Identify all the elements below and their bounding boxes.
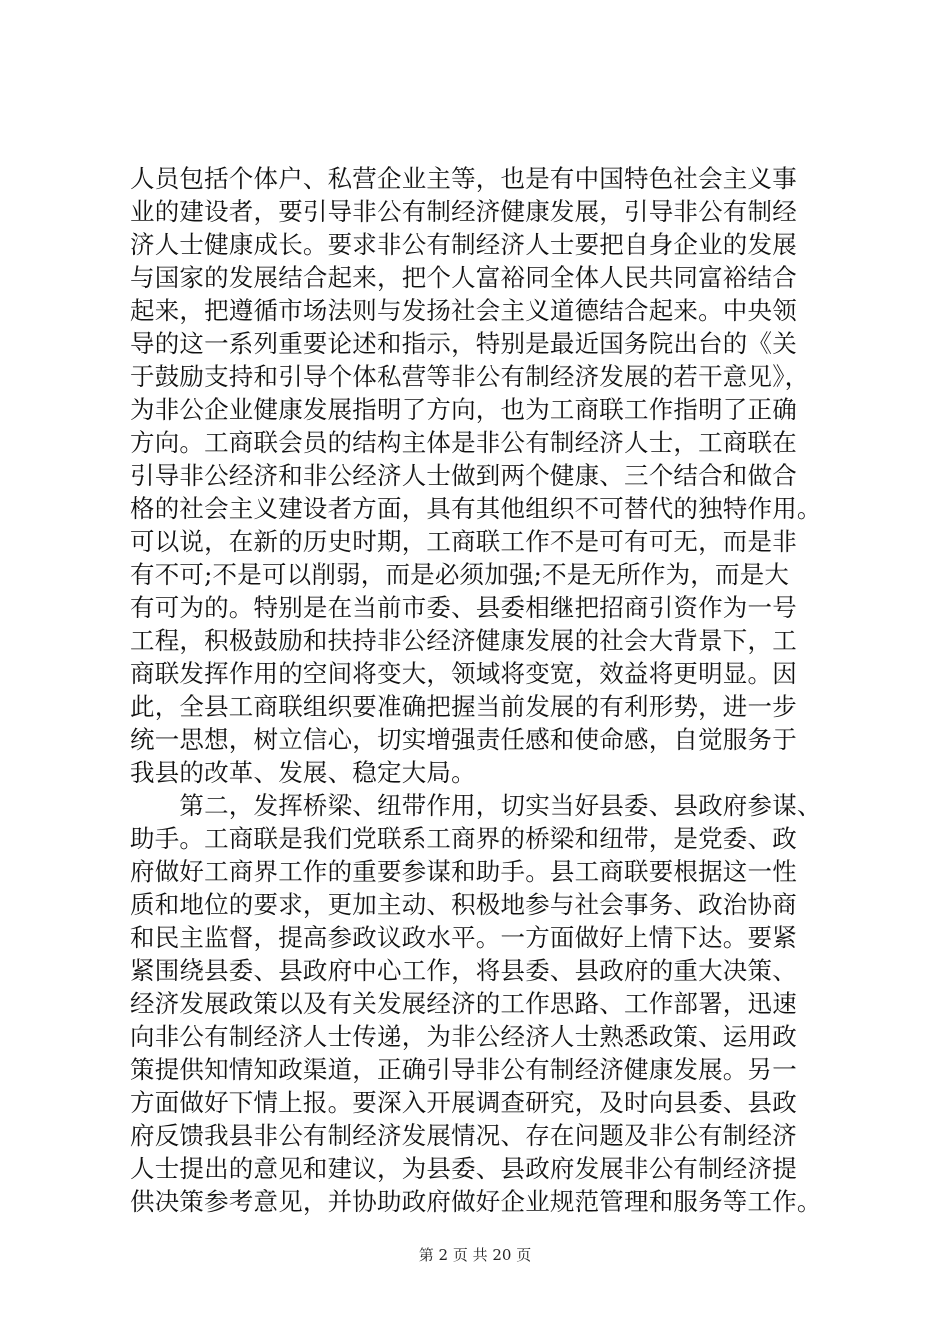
text-line: 于鼓励支持和引导个体私营等非公有制经济发展的若干意见》， bbox=[130, 362, 810, 391]
text-line: 人士提出的意见和建议，为县委、县政府发展非公有制经济提 bbox=[130, 1154, 797, 1183]
text-line: 助手。工商联是我们党联系工商界的桥梁和纽带，是党委、政 bbox=[130, 824, 797, 853]
text-line: 方向。工商联会员的结构主体是非公有制经济人士，工商联在 bbox=[130, 428, 797, 457]
text-line: 业的建设者，要引导非公有制经济健康发展，引导非公有制经 bbox=[130, 197, 797, 226]
text-line: 方面做好下情上报。要深入开展调查研究，及时向县委、县政 bbox=[130, 1088, 797, 1117]
text-line: 向非公有制经济人士传递，为非公经济人士熟悉政策、运用政 bbox=[130, 1022, 797, 1051]
text-line: 导的这一系列重要论述和指示，特别是最近国务院出台的《关 bbox=[130, 329, 797, 358]
text-line: 供决策参考意见，并协助政府做好企业规范管理和服务等工作。 bbox=[130, 1187, 822, 1216]
text-line: 府反馈我县非公有制经济发展情况、存在问题及非公有制经济 bbox=[130, 1121, 797, 1150]
text-line: 紧围绕县委、县政府中心工作，将县委、县政府的重大决策、 bbox=[130, 956, 797, 985]
text-line: 有可为的。特别是在当前市委、县委相继把招商引资作为一号 bbox=[130, 593, 797, 622]
text-line: 引导非公经济和非公经济人士做到两个健康、三个结合和做合 bbox=[130, 461, 797, 490]
text-line: 经济发展政策以及有关发展经济的工作思路、工作部署，迅速 bbox=[130, 989, 797, 1018]
text-line: 可以说，在新的历史时期，工商联工作不是可有可无，而是非 bbox=[130, 527, 797, 556]
text-line: 工程，积极鼓励和扶持非公经济健康发展的社会大背景下，工 bbox=[130, 626, 797, 655]
page-number-footer: 第 2 页 共 20 页 bbox=[418, 1246, 532, 1264]
text-line: 我县的改革、发展、稳定大局。 bbox=[130, 758, 476, 787]
text-line: 此，全县工商联组织要准确把握当前发展的有利形势，进一步 bbox=[130, 692, 797, 721]
text-line: 与国家的发展结合起来，把个人富裕同全体人民共同富裕结合 bbox=[130, 263, 797, 292]
text-line: 起来，把遵循市场法则与发扬社会主义道德结合起来。中央领 bbox=[130, 296, 797, 325]
text-line: 格的社会主义建设者方面，具有其他组织不可替代的独特作用。 bbox=[130, 494, 822, 523]
text-line: 为非公企业健康发展指明了方向，也为工商联工作指明了正确 bbox=[130, 395, 797, 424]
text-line: 第二，发挥桥梁、纽带作用，切实当好县委、县政府参谋、 bbox=[130, 791, 822, 820]
body-text bbox=[130, 162, 845, 1218]
text-line: 人员包括个体户、私营企业主等，也是有中国特色社会主义事 bbox=[130, 164, 797, 193]
text-line: 府做好工商界工作的重要参谋和助手。县工商联要根据这一性 bbox=[130, 857, 797, 886]
text-line: 统一思想，树立信心，切实增强责任感和使命感，自觉服务于 bbox=[130, 725, 797, 754]
text-line: 策提供知情知政渠道，正确引导非公有制经济健康发展。另一 bbox=[130, 1055, 797, 1084]
text-line: 有不可;不是可以削弱，而是必须加强;不是无所作为，而是大 bbox=[130, 560, 790, 589]
text-line: 质和地位的要求，更加主动、积极地参与社会事务、政治协商 bbox=[130, 890, 797, 919]
text-line: 和民主监督，提高参政议政水平。一方面做好上情下达。要紧 bbox=[130, 923, 797, 952]
text-line: 济人士健康成长。要求非公有制经济人士要把自身企业的发展 bbox=[130, 230, 797, 259]
text-line: 商联发挥作用的空间将变大，领域将变宽，效益将更明显。因 bbox=[130, 659, 797, 688]
